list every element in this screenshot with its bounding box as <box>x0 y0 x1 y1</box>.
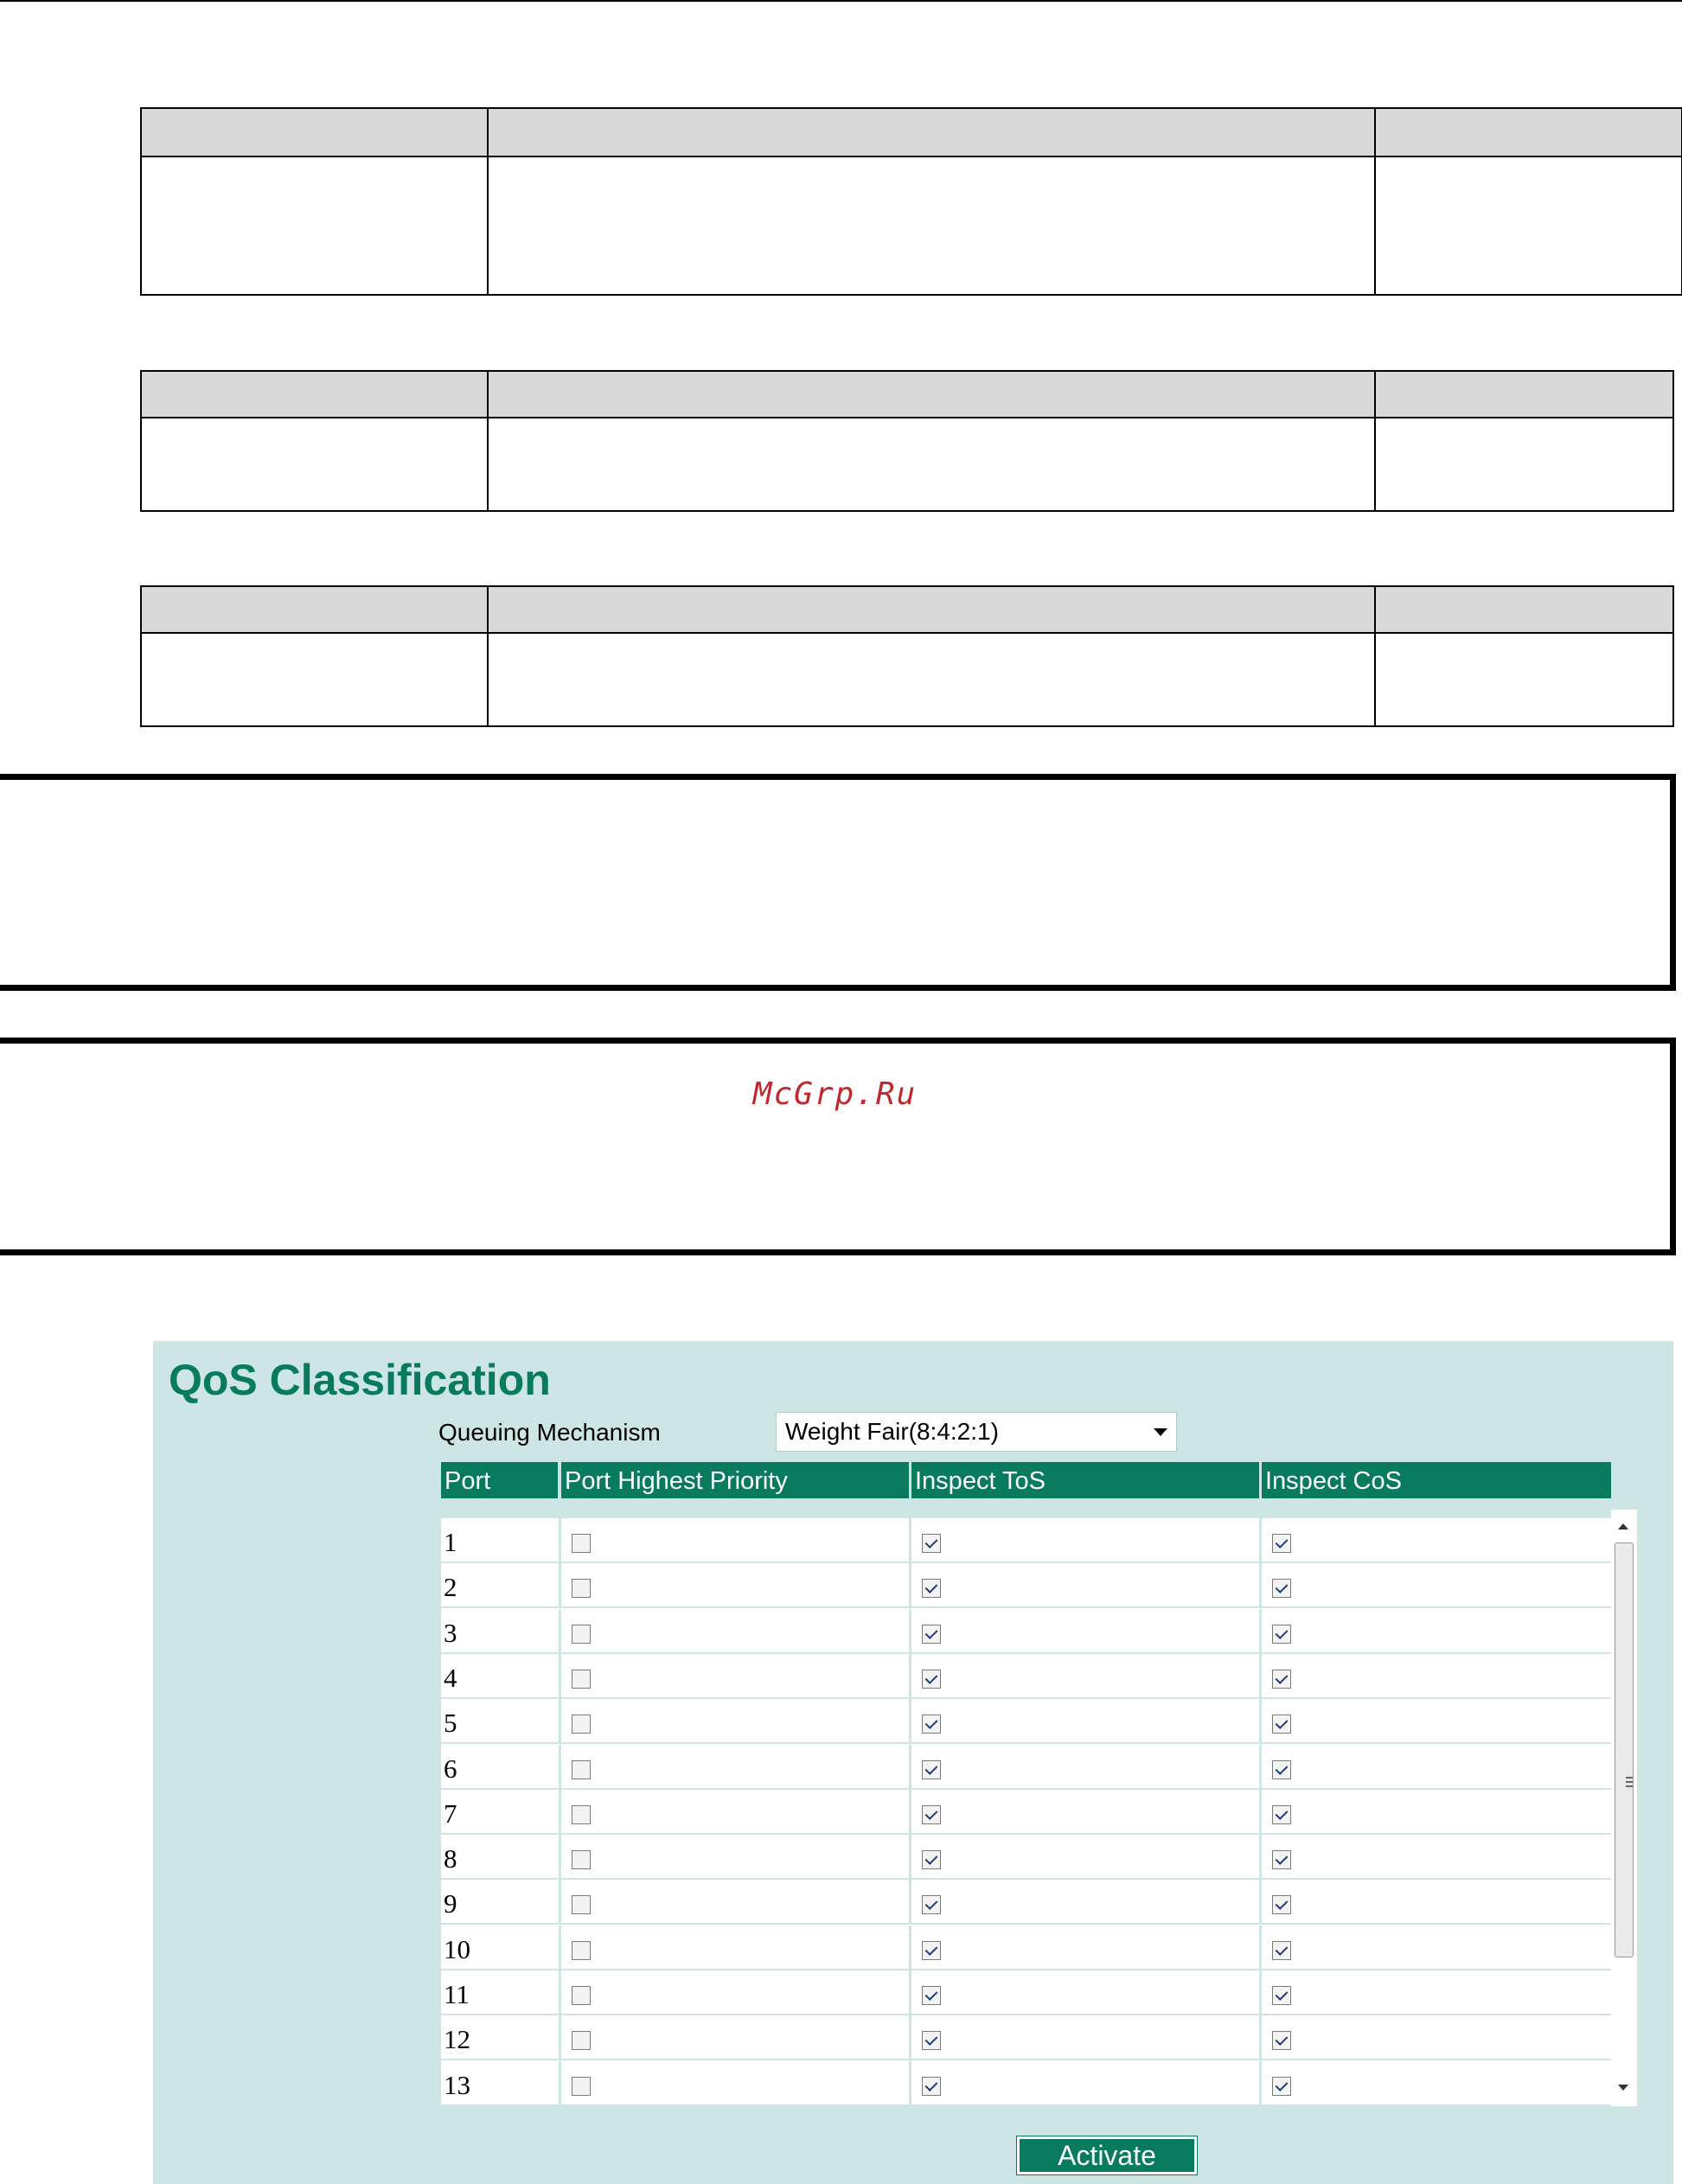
table-cell <box>561 1745 911 1790</box>
table-cell <box>911 1654 1262 1699</box>
inspect-tos-checkbox[interactable] <box>922 1986 941 2005</box>
table-row <box>441 2015 1611 2060</box>
port-number: 10 <box>441 1925 561 1970</box>
inspect-cos-checkbox[interactable] <box>1272 1534 1291 1553</box>
port-highest-priority-checkbox[interactable] <box>572 1534 591 1553</box>
inspect-tos-checkbox[interactable] <box>922 1760 941 1779</box>
table-cell <box>561 1518 911 1563</box>
inspect-cos-checkbox[interactable] <box>1272 1715 1291 1734</box>
table-cell <box>488 156 1375 295</box>
port-highest-priority-checkbox[interactable] <box>572 2077 591 2096</box>
table-cell <box>1262 1563 1611 1608</box>
inspect-cos-checkbox[interactable] <box>1272 1941 1291 1960</box>
port-number: 12 <box>441 2015 561 2060</box>
port-number: 3 <box>441 1609 561 1654</box>
table-cell <box>1262 1654 1611 1699</box>
inspect-tos-checkbox[interactable] <box>922 1534 941 1553</box>
table-cell <box>141 418 488 511</box>
table-cell <box>911 1925 1262 1970</box>
table-cell <box>911 1609 1262 1654</box>
inspect-tos-checkbox[interactable] <box>922 1850 941 1869</box>
table-cell <box>1262 1925 1611 1970</box>
port-number: 2 <box>441 1563 561 1608</box>
scroll-up-arrow-icon[interactable] <box>1618 1523 1628 1529</box>
table-cell <box>1375 156 1682 295</box>
table-cell <box>1262 1970 1611 2015</box>
table-cell <box>1262 1518 1611 1563</box>
watermark: McGrp.Ru <box>752 1076 918 1112</box>
queuing-mechanism-value: Weight Fair(8:4:2:1) <box>785 1418 999 1445</box>
table-cell <box>911 1699 1262 1744</box>
inspect-tos-checkbox[interactable] <box>922 2031 941 2050</box>
table-cell <box>1375 418 1673 511</box>
scrollbar-thumb[interactable] <box>1615 1542 1634 1957</box>
table-row <box>441 1654 1611 1699</box>
table-cell <box>561 2015 911 2060</box>
table-header-cell <box>141 371 488 418</box>
scroll-down-arrow-icon[interactable] <box>1618 2085 1628 2091</box>
table-cell <box>561 1970 911 2015</box>
table-cell <box>561 1699 911 1744</box>
table-row <box>441 1518 1611 1563</box>
inspect-tos-checkbox[interactable] <box>922 1715 941 1734</box>
inspect-tos-checkbox[interactable] <box>922 1670 941 1689</box>
port-highest-priority-checkbox[interactable] <box>572 1986 591 2005</box>
table-row <box>441 2061 1611 2106</box>
table-header-cell <box>141 108 488 156</box>
port-highest-priority-checkbox[interactable] <box>572 1805 591 1824</box>
port-number: 8 <box>441 1835 561 1880</box>
column-header-port-highest-priority: Port Highest Priority <box>561 1462 909 1498</box>
table-cell <box>141 156 488 295</box>
doc-table-2 <box>140 370 1674 512</box>
table-cell <box>911 1518 1262 1563</box>
inspect-cos-checkbox[interactable] <box>1272 1579 1291 1598</box>
queuing-mechanism-label: Queuing Mechanism <box>438 1419 661 1446</box>
port-number: 13 <box>441 2061 561 2106</box>
table-scrollbar[interactable] <box>1611 1510 1637 2106</box>
port-highest-priority-checkbox[interactable] <box>572 1579 591 1598</box>
table-header-cell <box>141 586 488 633</box>
table-cell <box>561 1880 911 1925</box>
inspect-cos-checkbox[interactable] <box>1272 1986 1291 2005</box>
inspect-tos-checkbox[interactable] <box>922 1805 941 1824</box>
table-row <box>441 1970 1611 2015</box>
port-highest-priority-checkbox[interactable] <box>572 1850 591 1869</box>
table-cell <box>561 1563 911 1608</box>
table-row <box>441 1835 1611 1880</box>
table-cell <box>1262 1609 1611 1654</box>
table-cell <box>561 1790 911 1835</box>
doc-table-3 <box>140 585 1674 727</box>
table-cell <box>1262 1745 1611 1790</box>
port-number: 6 <box>441 1745 561 1790</box>
table-cell <box>911 1835 1262 1880</box>
inspect-tos-checkbox[interactable] <box>922 1625 941 1644</box>
port-highest-priority-checkbox[interactable] <box>572 1760 591 1779</box>
table-cell <box>561 2061 911 2106</box>
table-row <box>441 1563 1611 1608</box>
inspect-tos-checkbox[interactable] <box>922 2077 941 2096</box>
table-cell <box>561 1654 911 1699</box>
port-number: 1 <box>441 1518 561 1563</box>
port-highest-priority-checkbox[interactable] <box>572 1715 591 1734</box>
table-header-cell <box>488 586 1375 633</box>
table-cell <box>911 1880 1262 1925</box>
inspect-cos-checkbox[interactable] <box>1272 2077 1291 2096</box>
inspect-cos-checkbox[interactable] <box>1272 1805 1291 1824</box>
column-header-inspect-cos: Inspect CoS <box>1262 1462 1611 1498</box>
inspect-cos-checkbox[interactable] <box>1272 1895 1291 1914</box>
qos-classification-panel <box>153 1341 1673 2184</box>
chevron-down-icon <box>1154 1428 1167 1436</box>
table-header-cell <box>1375 108 1682 156</box>
inspect-tos-checkbox[interactable] <box>922 1579 941 1598</box>
table-cell <box>911 1563 1262 1608</box>
port-number: 9 <box>441 1880 561 1925</box>
table-row <box>441 1609 1611 1654</box>
top-rule <box>0 0 1682 2</box>
page-title: QoS Classification <box>169 1356 551 1404</box>
table-cell <box>1262 2061 1611 2106</box>
grip-icon <box>1626 1777 1633 1787</box>
table-row <box>441 1925 1611 1970</box>
table-header-cell <box>488 108 1375 156</box>
inspect-cos-checkbox[interactable] <box>1272 1760 1291 1779</box>
inspect-cos-checkbox[interactable] <box>1272 1625 1291 1644</box>
table-cell <box>1262 1880 1611 1925</box>
column-header-inspect-tos: Inspect ToS <box>911 1462 1259 1498</box>
inspect-cos-checkbox[interactable] <box>1272 1850 1291 1869</box>
port-number: 11 <box>441 1970 561 2015</box>
table-cell <box>488 418 1375 511</box>
table-cell <box>561 1609 911 1654</box>
table-header-cell <box>488 371 1375 418</box>
table-row <box>441 1699 1611 1744</box>
queuing-mechanism-select[interactable] <box>776 1412 1177 1452</box>
table-row <box>441 1880 1611 1925</box>
table-cell <box>1375 633 1673 726</box>
doc-table-1 <box>140 107 1682 296</box>
port-number: 5 <box>441 1699 561 1744</box>
table-header-cell <box>1375 586 1673 633</box>
port-table <box>441 1518 1611 2106</box>
table-cell <box>141 633 488 726</box>
port-highest-priority-checkbox[interactable] <box>572 1895 591 1914</box>
port-highest-priority-checkbox[interactable] <box>572 1670 591 1689</box>
table-cell <box>1262 1835 1611 1880</box>
table-cell <box>1262 2015 1611 2060</box>
table-cell <box>911 1970 1262 2015</box>
activate-button[interactable]: Activate <box>1017 2136 1197 2174</box>
port-highest-priority-checkbox[interactable] <box>572 1625 591 1644</box>
table-header-cell <box>1375 371 1673 418</box>
table-row <box>441 1790 1611 1835</box>
port-number: 7 <box>441 1790 561 1835</box>
port-highest-priority-checkbox[interactable] <box>572 2031 591 2050</box>
table-cell <box>488 633 1375 726</box>
table-cell <box>911 1790 1262 1835</box>
inspect-tos-checkbox[interactable] <box>922 1895 941 1914</box>
column-header-port: Port <box>441 1462 558 1498</box>
table-cell <box>1262 1699 1611 1744</box>
notice-box-2 <box>0 1038 1676 1255</box>
table-cell <box>561 1925 911 1970</box>
table-row <box>441 1745 1611 1790</box>
port-highest-priority-checkbox[interactable] <box>572 1941 591 1960</box>
table-cell <box>911 2015 1262 2060</box>
table-cell <box>911 2061 1262 2106</box>
inspect-cos-checkbox[interactable] <box>1272 2031 1291 2050</box>
table-cell <box>911 1745 1262 1790</box>
table-cell <box>1262 1790 1611 1835</box>
notice-box-1 <box>0 774 1676 991</box>
inspect-cos-checkbox[interactable] <box>1272 1670 1291 1689</box>
inspect-tos-checkbox[interactable] <box>922 1941 941 1960</box>
port-number: 4 <box>441 1654 561 1699</box>
table-cell <box>561 1835 911 1880</box>
